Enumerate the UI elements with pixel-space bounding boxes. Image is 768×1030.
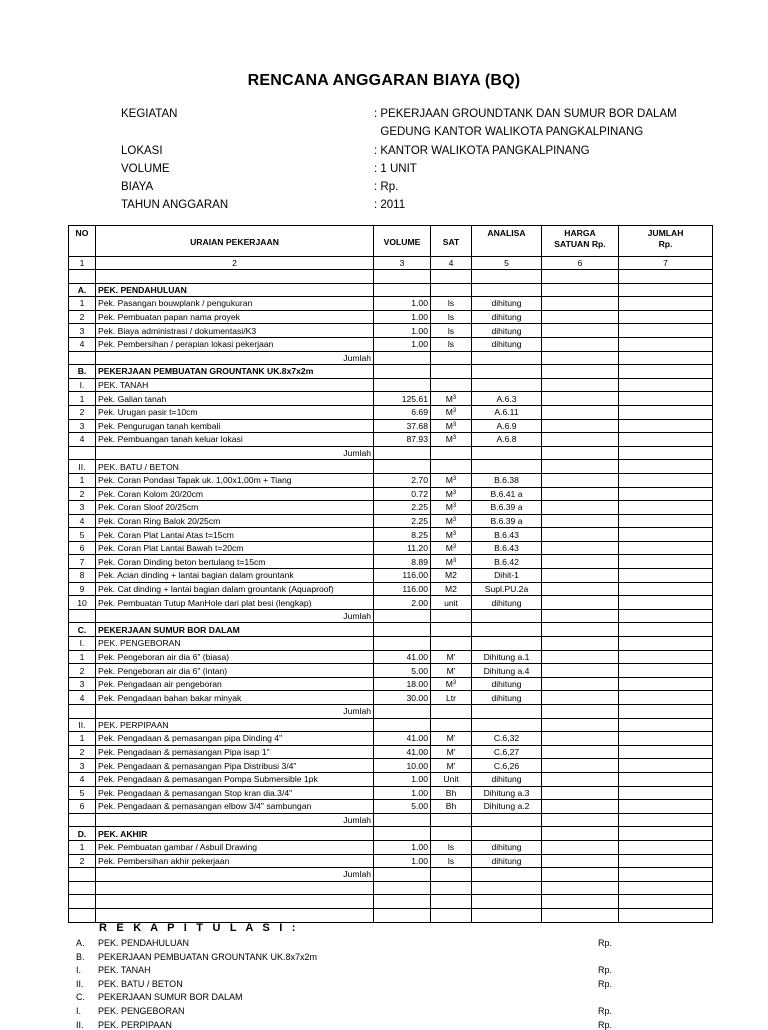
unit-superscript: 3 [452,503,457,510]
row-volume: 5.00 [374,800,431,814]
row-analisa: A.6.9 [472,419,542,433]
row-no: I. [69,637,96,651]
unit-superscript: 3 [452,530,457,537]
row-volume: 1.00 [374,324,431,338]
unit-text: M [445,529,453,540]
row-volume: 8.89 [374,555,431,569]
column-number: 4 [431,257,472,270]
row-volume: 10.00 [374,759,431,773]
rekap-key: C. [76,992,85,1003]
jumlah-label: Jumlah [96,609,374,623]
row-sat [431,405,472,419]
row-sat: ls [431,297,472,311]
unit-superscript: 3 [452,435,457,442]
row-analisa: Dihitung a.3 [472,786,542,800]
rekap-key: II. [76,978,84,989]
row-analisa: B.6.41 a [472,487,542,501]
rekap-label: PEK. BATU / BETON [98,978,183,989]
row-uraian: Pek. Pengadaan & pemasangan elbow 3/4" sambungan [96,800,374,814]
row-sat [431,555,472,569]
row-analisa: B.6.43 [472,541,542,555]
row-analisa: dihitung [472,677,542,691]
rekap-title: R E K A P I T U L A S I : [99,922,299,934]
row-no: 2 [69,405,96,419]
row-title: PEK. AKHIR [96,827,374,841]
blank-row [69,908,713,922]
table-row [69,514,713,528]
row-no: 7 [69,555,96,569]
unit-text: M [445,556,453,567]
row-uraian: Pek. Pasangan bouwplank / pengukuran [96,297,374,311]
section-row [69,365,713,379]
row-sat: M' [431,664,472,678]
column-number: 6 [542,257,619,270]
row-uraian: Pek. Coran Plat Lantai Bawah t=20cm [96,541,374,555]
jumlah-row [69,868,713,882]
section-row [69,623,713,637]
row-no: 1 [69,297,96,311]
info-label: LOKASI [121,145,163,157]
row-sat [431,392,472,406]
table-row [69,582,713,596]
document-title: RENCANA ANGGARAN BIAYA (BQ) [247,72,521,89]
column-number-row [69,257,713,270]
header-uraian: URAIAN PEKERJAAN [96,226,374,257]
row-uraian: Pek. Pembuangan tanah keluar lokasi [96,433,374,447]
unit-text: M [445,543,453,554]
column-number: 1 [69,257,96,270]
row-title: PEKERJAAN SUMUR BOR DALAM [96,623,374,637]
unit-text: M [445,393,453,404]
table-row [69,555,713,569]
row-no: 5 [69,528,96,542]
header-sat: SAT [431,226,472,257]
row-no: II. [69,460,96,474]
row-analisa: dihitung [472,324,542,338]
table-row [69,487,713,501]
row-no: 2 [69,487,96,501]
row-title: PEK. PENDAHULUAN [96,283,374,297]
row-uraian: Pek. Coran Dinding beton bertulang t=15cm [96,555,374,569]
row-uraian: Pek. Coran Ring Balok 20/25cm [96,514,374,528]
table-row [69,745,713,759]
row-analisa: C.6,27 [472,745,542,759]
unit-superscript: 3 [452,680,457,687]
sub-row [69,460,713,474]
unit-text: M [445,434,453,445]
table-row [69,405,713,419]
unit-text: M [445,502,453,513]
row-title: PEK. PERPIPAAN [96,718,374,732]
row-volume: 18.00 [374,677,431,691]
table-row [69,664,713,678]
jumlah-row [69,609,713,623]
row-uraian: Pek. Coran Pondasi Tapak uk. 1,00x1,00m + Tiang [96,473,374,487]
sub-row [69,637,713,651]
row-sat: M' [431,650,472,664]
unit-text: M [445,515,453,526]
row-analisa: Dihitung a.1 [472,650,542,664]
row-uraian: Pek. Pengadaan & pemasangan Stop kran dia.3/4" [96,786,374,800]
row-sat: M' [431,759,472,773]
row-volume: 1.00 [374,297,431,311]
row-no: 10 [69,596,96,610]
row-uraian: Pek. Coran Kolom 20/20cm [96,487,374,501]
row-sat [431,473,472,487]
table-row [69,419,713,433]
row-analisa: Supl.PU.2a [472,582,542,596]
row-volume: 87.93 [374,433,431,447]
row-volume: 11.20 [374,541,431,555]
row-volume: 2.25 [374,501,431,515]
jumlah-label: Jumlah [96,705,374,719]
row-sat: M2 [431,582,472,596]
row-sat: Bh [431,786,472,800]
info-value: : 1 UNIT [374,163,417,175]
row-sat: M' [431,745,472,759]
table-row [69,800,713,814]
row-sat: Unit [431,772,472,786]
unit-text: M [445,420,453,431]
table-row [69,569,713,583]
info-value: GEDUNG KANTOR WALIKOTA PANGKALPINANG [374,126,644,138]
row-no: 1 [69,650,96,664]
row-no: 3 [69,419,96,433]
unit-superscript: 3 [452,544,457,551]
row-uraian: Pek. Pembuatan gambar / Asbuil Drawing [96,840,374,854]
row-uraian: Pek. Coran Plat Lantai Atas t=15cm [96,528,374,542]
rekap-label: PEK. PENDAHULUAN [98,938,190,948]
info-label: KEGIATAN [121,108,178,120]
jumlah-row [69,813,713,827]
row-no: 3 [69,677,96,691]
row-volume: 116.00 [374,569,431,583]
row-no: 3 [69,759,96,773]
row-sat [431,501,472,515]
row-no: 6 [69,541,96,555]
row-uraian: Pek. Pengeboran air dia 6" (biasa) [96,650,374,664]
table-row [69,732,713,746]
row-analisa: dihitung [472,310,542,324]
row-volume: 1.00 [374,772,431,786]
row-analisa: Dihitung a.2 [472,800,542,814]
row-volume: 2.70 [374,473,431,487]
section-row [69,283,713,297]
column-number: 5 [472,257,542,270]
unit-superscript: 3 [452,394,457,401]
row-sat: ls [431,840,472,854]
table-row [69,650,713,664]
unit-superscript: 3 [452,557,457,564]
row-sat [431,528,472,542]
unit-text: M [445,679,453,690]
row-no: 1 [69,732,96,746]
row-volume: 41.00 [374,732,431,746]
row-sat [431,433,472,447]
row-volume: 2.00 [374,596,431,610]
rekap-rp: Rp. [598,965,613,976]
row-analisa: B.6.43 [472,528,542,542]
blank-row [69,881,713,895]
table-row [69,772,713,786]
row-analisa: B.6.39 a [472,514,542,528]
table-row [69,596,713,610]
table-row [69,528,713,542]
table-row [69,759,713,773]
row-analisa: dihitung [472,854,542,868]
section-row [69,827,713,841]
row-sat [431,419,472,433]
row-sat: ls [431,854,472,868]
rekap-label: PEK. PENGEBORAN [98,1006,185,1016]
row-volume: 1.00 [374,854,431,868]
row-uraian: Pek. Biaya administrasi / dokumentasi/K3 [96,324,374,338]
row-volume: 1.00 [374,310,431,324]
row-analisa: B.6.42 [472,555,542,569]
row-title: PEK. TANAH [96,378,374,392]
header-analisa: ANALISA [472,226,542,257]
row-uraian: Pek. Pengadaan & pemasangan Pompa Submersible 1pk [96,772,374,786]
jumlah-row [69,705,713,719]
unit-superscript: 3 [452,516,457,523]
row-uraian: Pek. Pembersihan akhir pekerjaan [96,854,374,868]
row-volume: 125.61 [374,392,431,406]
column-number: 7 [619,257,713,270]
row-uraian: Pek. Pengadaan bahan bakar minyak [96,691,374,705]
row-volume: 41.00 [374,650,431,664]
unit-superscript: 3 [452,421,457,428]
unit-superscript: 3 [452,489,457,496]
jumlah-row [69,351,713,365]
row-sat [431,541,472,555]
row-title: PEKERJAAN PEMBUATAN GROUNTANK UK.8x7x2m [96,365,374,379]
row-volume: 1.00 [374,786,431,800]
row-sat: ls [431,337,472,351]
sub-row [69,718,713,732]
row-sat [431,514,472,528]
unit-text: M [445,475,453,486]
row-volume: 37.68 [374,419,431,433]
row-analisa: dihitung [472,772,542,786]
row-no: D. [69,827,96,841]
rekap-key: B. [76,951,85,962]
table-row [69,541,713,555]
row-volume: 6.69 [374,405,431,419]
row-uraian: Pek. Pengadaan air pengeboran [96,677,374,691]
column-number: 2 [96,257,374,270]
jumlah-row [69,446,713,460]
rekap-label: PEKERJAAN SUMUR BOR DALAM [98,992,243,1003]
row-analisa: dihitung [472,297,542,311]
row-sat [431,677,472,691]
row-volume: 116.00 [374,582,431,596]
row-volume: 5.00 [374,664,431,678]
row-no: C. [69,623,96,637]
row-analisa: C.6,26 [472,759,542,773]
row-analisa: Dihitung a.4 [472,664,542,678]
row-sat: Bh [431,800,472,814]
table-row [69,501,713,515]
row-uraian: Pek. Pembersihan / perapian lokasi pekerjaan [96,337,374,351]
row-analisa: B.6.38 [472,473,542,487]
row-uraian: Pek. Pengeboran air dia 6" (intan) [96,664,374,678]
rekap-key: I. [76,965,82,976]
row-sat: M' [431,732,472,746]
unit-text: M [445,407,453,418]
row-no: 8 [69,569,96,583]
row-no: 2 [69,854,96,868]
row-no: 1 [69,840,96,854]
row-no: A. [69,283,96,297]
info-value: : Rp. [374,181,399,193]
table-row [69,854,713,868]
unit-superscript: 3 [452,408,457,415]
jumlah-label: Jumlah [96,813,374,827]
rekap-rp: Rp. [598,938,613,948]
jumlah-label: Jumlah [96,351,374,365]
row-volume: 1.00 [374,337,431,351]
row-analisa: dihitung [472,691,542,705]
row-uraian: Pek. Pengadaan & pemasangan pipa Dinding 4" [96,732,374,746]
row-volume: 0.72 [374,487,431,501]
table-row [69,337,713,351]
table-header [69,226,713,257]
row-sat: M2 [431,569,472,583]
row-title: PEK. BATU / BETON [96,460,374,474]
rekap-label: PEK. PERPIPAAN [98,1019,172,1030]
row-sat [431,487,472,501]
row-no: I. [69,378,96,392]
row-title: PEK. PENGEBORAN [96,637,374,651]
row-no: 9 [69,582,96,596]
row-uraian: Pek. Pengadaan & pemasangan Pipa isap 1" [96,745,374,759]
blank-row [69,270,713,284]
rekap-key: A. [76,938,85,948]
table-row [69,310,713,324]
bq-table [68,225,713,923]
jumlah-label: Jumlah [96,446,374,460]
row-analisa: dihitung [472,337,542,351]
row-no: II. [69,718,96,732]
row-sat: ls [431,324,472,338]
row-no: 4 [69,772,96,786]
info-value: : KANTOR WALIKOTA PANGKALPINANG [374,145,590,157]
row-no: 4 [69,691,96,705]
rekap-rp: Rp. [598,978,613,989]
row-uraian: Pek. Acian dinding + lantai bagian dalam grountank [96,569,374,583]
header-no: NO [69,226,96,257]
table-row [69,324,713,338]
table-row [69,691,713,705]
row-uraian: Pek. Pengadaan & pemasangan Pipa Distribusi 3/4" [96,759,374,773]
row-volume: 1.00 [374,840,431,854]
row-no: B. [69,365,96,379]
rekap-key: I. [76,1006,82,1016]
row-no: 2 [69,745,96,759]
row-analisa: dihitung [472,840,542,854]
row-no: 1 [69,392,96,406]
rekap-key: II. [76,1019,84,1030]
row-no: 3 [69,501,96,515]
table-row [69,786,713,800]
column-number: 3 [374,257,431,270]
jumlah-label: Jumlah [96,868,374,882]
row-analisa: A.6.8 [472,433,542,447]
table-row [69,392,713,406]
row-volume: 2.25 [374,514,431,528]
row-no: 4 [69,337,96,351]
row-analisa: B.6.39 a [472,501,542,515]
rekap-label: PEKERJAAN PEMBUATAN GROUNTANK UK.8x7x2m [98,951,318,962]
row-no: 2 [69,664,96,678]
rekap-rp: Rp. [598,1019,613,1030]
row-no: 4 [69,514,96,528]
table-row [69,840,713,854]
row-no: 5 [69,786,96,800]
blank-row [69,895,713,909]
row-sat: ls [431,310,472,324]
row-no: 6 [69,800,96,814]
unit-superscript: 3 [452,476,457,483]
row-sat: Ltr [431,691,472,705]
table-row [69,677,713,691]
table-row [69,473,713,487]
row-analisa: A.6.3 [472,392,542,406]
row-uraian: Pek. Pembuatan papan nama proyek [96,310,374,324]
info-value: : PEKERJAAN GROUNDTANK DAN SUMUR BOR DALAM [374,108,677,120]
row-analisa: Dihit-1 [472,569,542,583]
row-uraian: Pek. Urugan pasir t=10cm [96,405,374,419]
row-uraian: Pek. Pengurugan tanah kembali [96,419,374,433]
row-analisa: dihitung [472,596,542,610]
sub-row [69,378,713,392]
unit-text: M [445,488,453,499]
table-row [69,297,713,311]
row-no: 1 [69,473,96,487]
info-label: BIAYA [121,181,154,193]
row-analisa: C.6,32 [472,732,542,746]
info-label: TAHUN ANGGARAN [121,199,229,211]
row-uraian: Pek. Coran Sloof 20/25cm [96,501,374,515]
row-no: 2 [69,310,96,324]
row-volume: 41.00 [374,745,431,759]
header-volume: VOLUME [374,226,431,257]
header-jumlah: JUMLAH Rp. [619,226,713,257]
row-uraian: Pek. Cat dinding + lantai bagian dalam grountank (Aquaproof) [96,582,374,596]
rekap-rp: Rp. [598,1006,613,1016]
table-row [69,433,713,447]
header-harga: HARGA SATUAN Rp. [542,226,619,257]
row-volume: 8.25 [374,528,431,542]
info-value: : 2011 [374,199,406,211]
row-sat: unit [431,596,472,610]
row-no: 4 [69,433,96,447]
row-uraian: Pek. Galian tanah [96,392,374,406]
rekap-label: PEK. TANAH [98,965,151,976]
info-label: VOLUME [121,163,170,175]
row-uraian: Pek. Pembuatan Tutup ManHole dari plat besi (lengkap) [96,596,374,610]
row-volume: 30.00 [374,691,431,705]
row-no: 3 [69,324,96,338]
row-analisa: A.6.11 [472,405,542,419]
